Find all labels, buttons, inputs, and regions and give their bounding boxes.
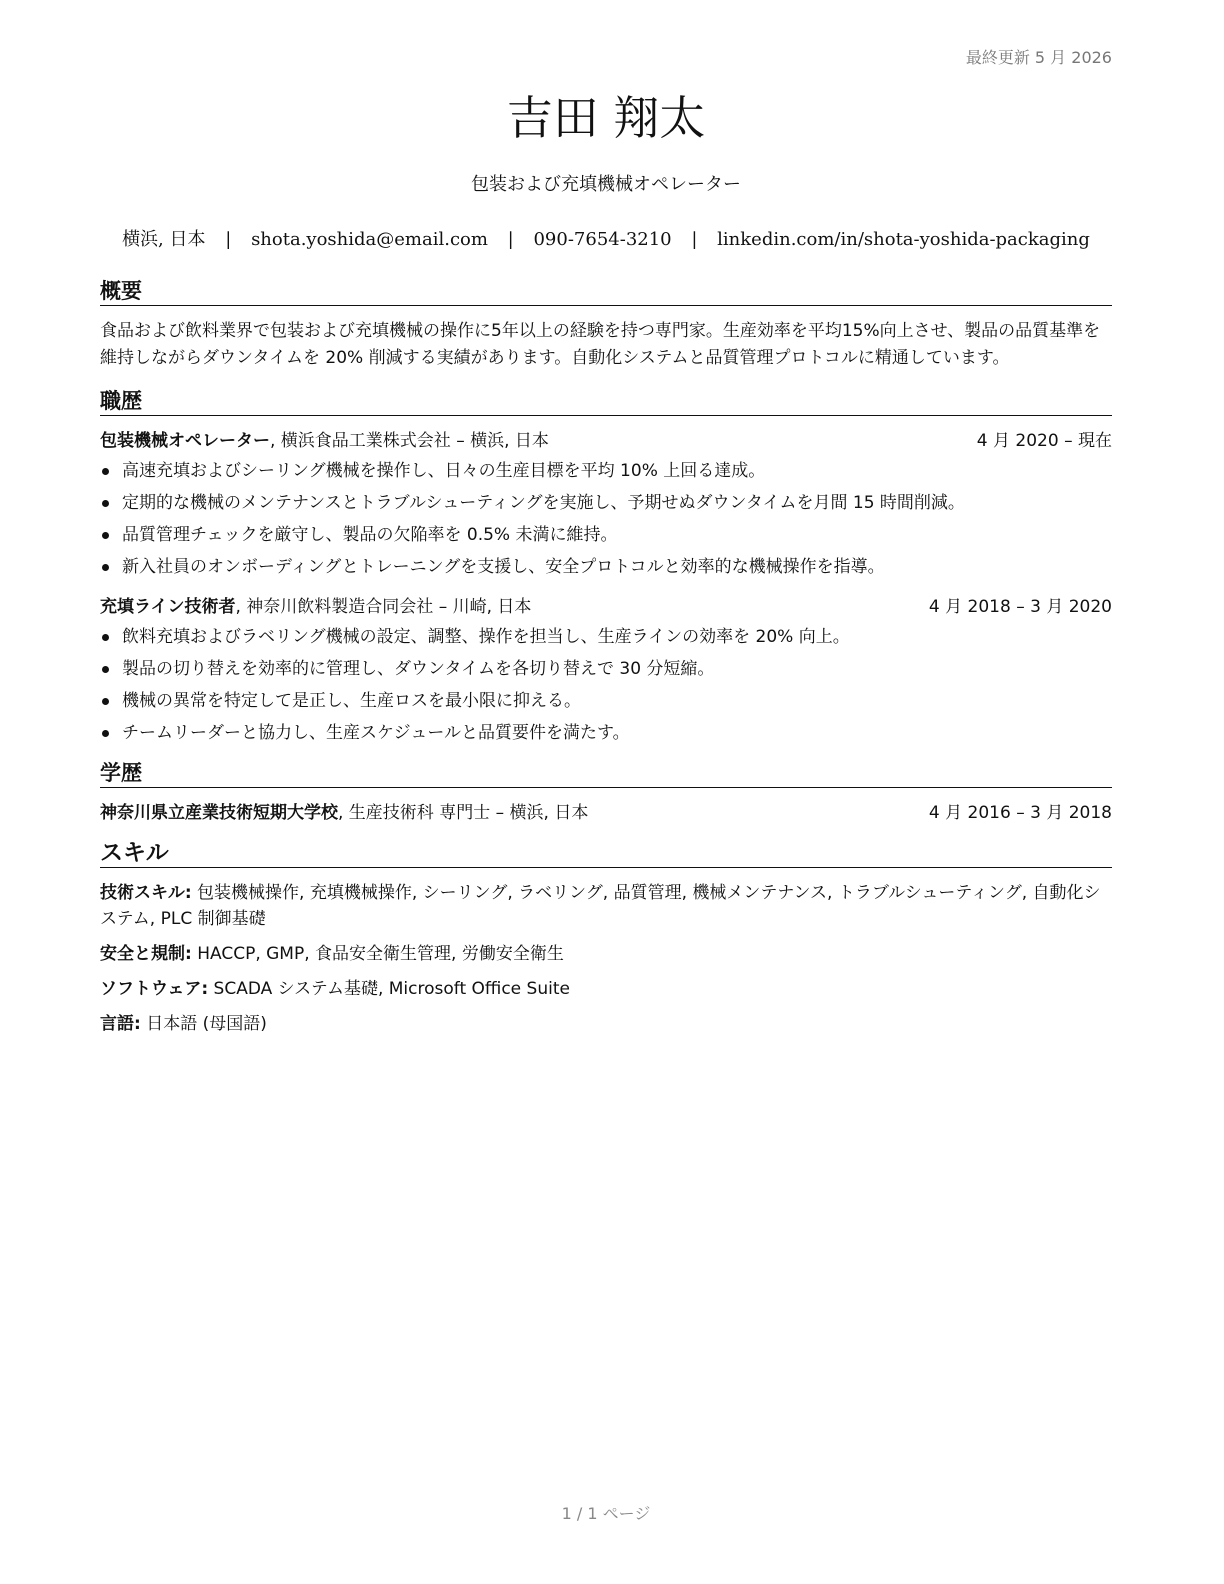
contact-email[interactable]: shota.yoshida@email.com [251, 229, 488, 250]
section-heading-summary: 概要 [100, 278, 1112, 306]
job-role: 包装機械オペレーター [100, 431, 270, 451]
bullet-icon [102, 564, 109, 571]
education-detail: , 生産技術科 専門士 – 横浜, 日本 [338, 803, 589, 823]
last-updated: 最終更新 5 月 2026 [965, 48, 1112, 67]
list-item [100, 656, 1112, 682]
skill-label: 安全と規制: [100, 944, 192, 964]
education-school: 神奈川県立産業技術短期大学校 [100, 803, 338, 823]
skill-label: 言語: [100, 1014, 141, 1034]
skill-label: ソフトウェア: [100, 979, 209, 999]
education-entry [100, 800, 1112, 826]
bullet-icon [102, 468, 109, 475]
page-number: 1 / 1 ページ [561, 1504, 651, 1523]
contact-separator: | [507, 229, 514, 250]
skill-value: SCADA システム基礎, Microsoft Office Suite [208, 979, 570, 999]
job-header [100, 428, 1112, 454]
job-bullets [100, 458, 1112, 580]
job-title: 包装および充填機械オペレーター [471, 174, 741, 195]
skill-group [100, 941, 1112, 967]
job-bullets [100, 624, 1112, 746]
education-line [100, 800, 588, 826]
bullet-text: 新入社員のオンボーディングとトレーニングを支援し、安全プロトコルと効率的な機械操作を指導。 [122, 557, 885, 577]
bullet-icon [102, 500, 109, 507]
contact-separator: | [691, 229, 698, 250]
job-entry [100, 594, 1112, 746]
skill-group [100, 1011, 1112, 1037]
bullet-text: 飲料充填およびラベリング機械の設定、調整、操作を担当し、生産ラインの効率を 20% 向上。 [122, 627, 850, 647]
section-heading-experience: 職歴 [100, 388, 1112, 416]
job-company: , 神奈川飲料製造合同会社 – 川崎, 日本 [235, 597, 532, 617]
candidate-name: 吉田 翔太 [506, 91, 706, 145]
contact-separator: | [225, 229, 232, 250]
skill-label: 技術スキル: [100, 883, 192, 903]
contact-linkedin[interactable]: linkedin.com/in/shota-yoshida-packaging [717, 229, 1090, 250]
job-header [100, 594, 1112, 620]
skill-value: 日本語 (母国語) [140, 1014, 267, 1034]
list-item [100, 490, 1112, 516]
section-heading-education: 学歴 [100, 760, 1112, 788]
job-role-line [100, 428, 549, 454]
bullet-icon [102, 666, 109, 673]
section-heading-skills: スキル [100, 840, 1112, 868]
contact-line [100, 225, 1112, 251]
bullet-text: 定期的な機械のメンテナンスとトラブルシューティングを実施し、予期せぬダウンタイムを月間 15 時間削減。 [122, 493, 965, 513]
list-item [100, 554, 1112, 580]
education-dates: 4 月 2016 – 3 月 2018 [928, 803, 1112, 823]
skill-group [100, 976, 1112, 1002]
resume-page [100, 0, 1112, 1584]
job-role-line [100, 594, 531, 620]
skill-group [100, 880, 1112, 932]
summary-text: 食品および飲料業界で包装および充填機械の操作に5年以上の経験を持つ専門家。生産効率を平均15%向上させ、製品の品質基準を維持しながらダウンタイムを 20% 削減する実績があります。自動化システムと品質管理プロトコルに精通しています。 [100, 321, 1101, 368]
bullet-text: チームリーダーと協力し、生産スケジュールと品質要件を満たす。 [122, 723, 630, 743]
resume-content [100, 278, 1112, 1046]
list-item [100, 522, 1112, 548]
bullet-icon [102, 730, 109, 737]
bullet-text: 高速充填およびシーリング機械を操作し、日々の生産目標を平均 10% 上回る達成。 [122, 461, 766, 481]
skill-value: 包装機械操作, 充填機械操作, シーリング, ラベリング, 品質管理, 機械メンテナンス, トラブルシューティング, 自動化システム, PLC 制御基礎 [100, 883, 1101, 929]
job-company: , 横浜食品工業株式会社 – 横浜, 日本 [270, 431, 549, 451]
bullet-icon [102, 634, 109, 641]
job-entry [100, 428, 1112, 580]
bullet-icon [102, 532, 109, 539]
contact-phone[interactable]: 090-7654-3210 [533, 229, 672, 250]
skill-value: HACCP, GMP, 食品安全衛生管理, 労働安全衛生 [191, 944, 564, 964]
list-item [100, 688, 1112, 714]
education-header [100, 800, 1112, 826]
list-item [100, 720, 1112, 746]
job-dates: 4 月 2020 – 現在 [976, 431, 1112, 451]
bullet-text: 製品の切り替えを効率的に管理し、ダウンタイムを各切り替えで 30 分短縮。 [122, 659, 715, 679]
list-item [100, 624, 1112, 650]
contact-location: 横浜, 日本 [122, 229, 206, 250]
job-dates: 4 月 2018 – 3 月 2020 [928, 597, 1112, 617]
list-item [100, 458, 1112, 484]
bullet-text: 品質管理チェックを厳守し、製品の欠陥率を 0.5% 未満に維持。 [122, 525, 618, 545]
bullet-icon [102, 698, 109, 705]
job-role: 充填ライン技術者 [100, 597, 236, 617]
bullet-text: 機械の異常を特定して是正し、生産ロスを最小限に抑える。 [122, 691, 581, 711]
